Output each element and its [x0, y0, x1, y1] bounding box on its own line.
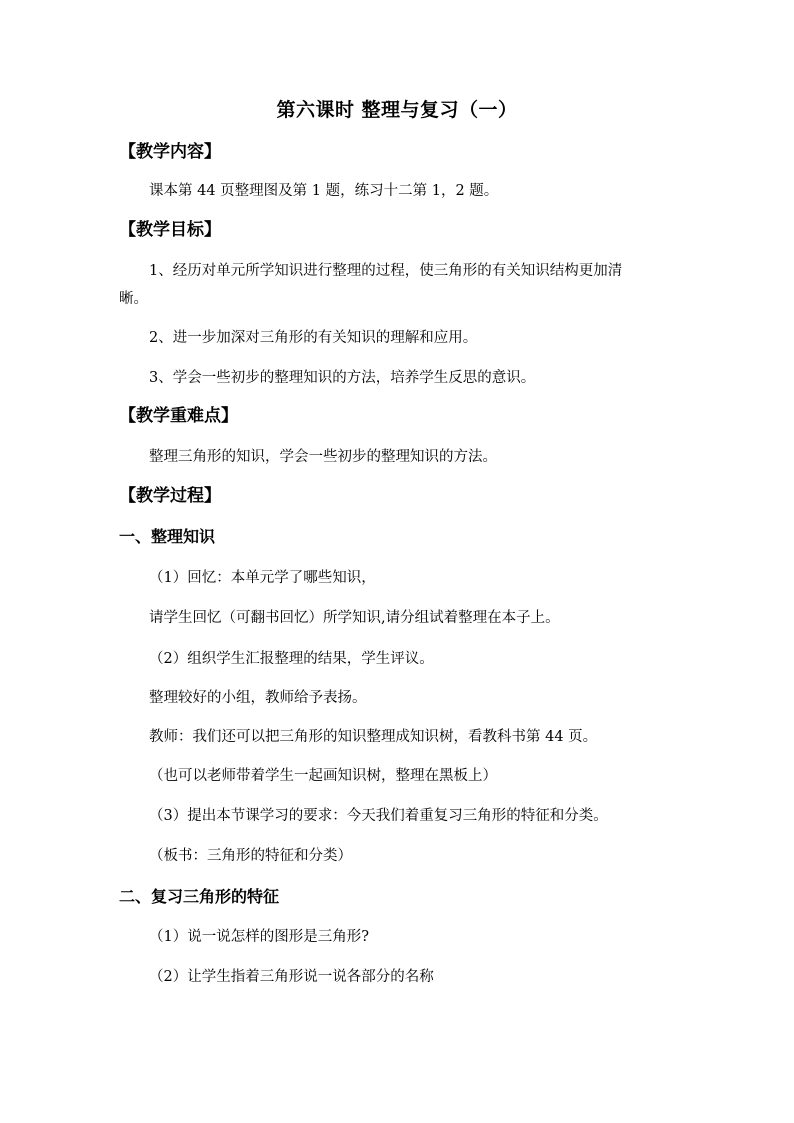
process-part-1-line: 请学生回忆（可翻书回忆）所学知识,请分组试着整理在本子上。: [149, 610, 560, 626]
process-part-1-heading: 一、整理知识: [119, 527, 216, 546]
section-heading-process: 【教学过程】: [119, 486, 221, 506]
process-part-2-heading: 二、复习三角形的特征: [119, 887, 280, 906]
process-part-1-line: 教师：我们还可以把三角形的知识整理成知识树，看教科书第 44 页。: [149, 729, 598, 745]
process-part-1-line: （1）回忆：本单元学了哪些知识，: [149, 570, 376, 586]
process-part-2-line: （2）让学生指着三角形说一说各部分的名称: [149, 969, 434, 985]
goal-item-2: 2、进一步加深对三角形的有关知识的理解和应用。: [149, 330, 478, 346]
key-points-text: 整理三角形的知识，学会一些初步的整理知识的方法。: [149, 449, 497, 465]
process-part-1-line: （也可以老师带着学生一起画知识树，整理在黑板上）: [149, 768, 497, 784]
page-title: 第六课时 整理与复习（一）: [276, 99, 518, 121]
process-part-1-line: （板书：三角形的特征和分类）: [149, 848, 352, 864]
goal-item-1-line-1: 1、经历对单元所学知识进行整理的过程，使三角形的有关知识结构更加清: [149, 263, 623, 279]
process-part-1-line: 整理较好的小组，教师给予表扬。: [149, 690, 367, 706]
goal-item-1-line-2: 晰。: [119, 291, 148, 307]
process-part-1-line: （2）组织学生汇报整理的结果，学生评议。: [149, 651, 434, 667]
goal-item-3: 3、学会一些初步的整理知识的方法，培养学生反思的意识。: [149, 370, 536, 386]
content-text: 课本第 44 页整理图及第 1 题，练习十二第 1，2 题。: [149, 183, 499, 199]
section-heading-goals: 【教学目标】: [119, 220, 221, 240]
section-heading-key-points: 【教学重难点】: [119, 406, 238, 426]
process-part-1-line: （3）提出本节课学习的要求：今天我们着重复习三角形的特征和分类。: [149, 808, 608, 824]
section-heading-content: 【教学内容】: [119, 142, 221, 162]
process-part-2-line: （1）说一说怎样的图形是三角形?: [149, 929, 369, 945]
